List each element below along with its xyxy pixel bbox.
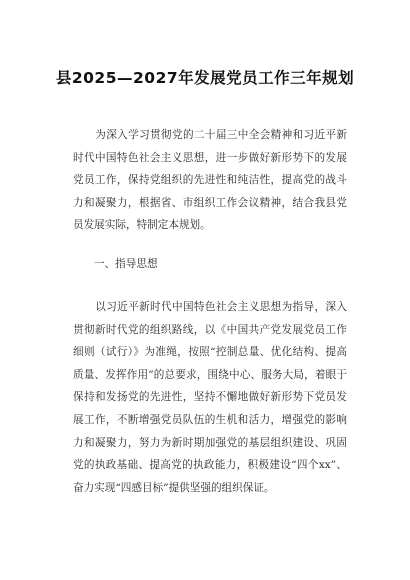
document-title: 县2025—2027年发展党员工作三年规划 [55,69,355,87]
intro-paragraph: 为深入学习贯彻党的二十届三中全会精神和习近平新时代中国特色社会主义思想，进一步做好新形势下的发展党员工作，保持党组织的先进性和纯洁性，提高党的战斗力和凝聚力，根据省、市组织工作会议精神，结合我县党员发展实际，特制定本规划。 [73,129,347,232]
guiding-ideology-paragraph: 以习近平新时代中国特色社会主义思想为指导，深入贯彻新时代党的组织路线，以《中国共产党发展党员工作细则（试行）》为准绳，按照“控制总量、优化结构、提高质量、发挥作用”的总要求，围绕中心、服务大局，着眼于保持和发扬党的先进性，坚持不懈地做好新形势下党员发展工作，不断增强党员队伍的生机和活力，增强党的影响力和凝聚力，努力为新时期加强党的基层组织建设、巩固党的执政基础、提高党的执政能力，积极建设“四个xx”、奋力实现“四感目标”提供坚强的组织保证。 [73,301,347,494]
section-heading-guiding-ideology: 一、指导思想 [94,258,158,270]
